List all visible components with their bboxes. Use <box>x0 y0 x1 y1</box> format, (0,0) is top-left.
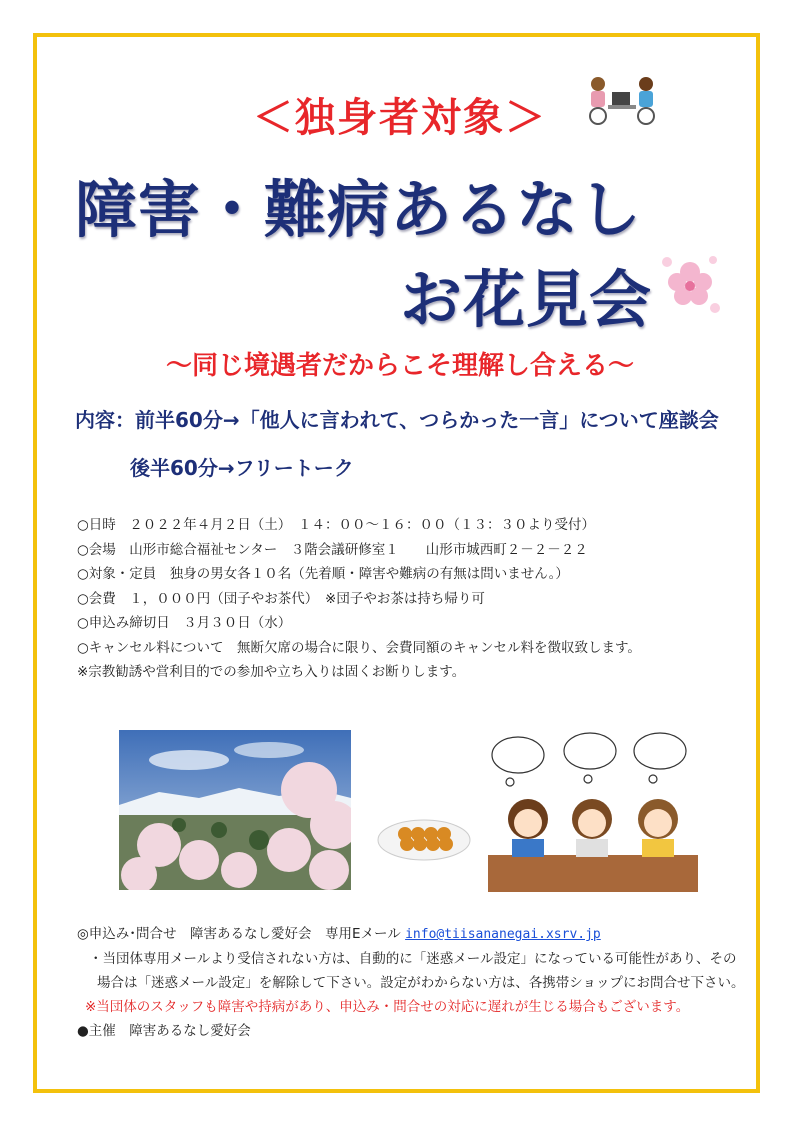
dango-plate-illustration <box>375 808 473 864</box>
sakura-icon <box>655 250 725 320</box>
detail-deadline: ○申込み締切日 ３月３０日（水） <box>77 615 292 631</box>
contact-note-2: 場合は「迷惑メール設定」を解除して下さい。設定がわからない方は、各携帯ショップにお問合せ下さい。 <box>97 975 745 991</box>
detail-fee: ○会費 １，０００円（団子やお茶代） ※団子やお茶は持ち帰り可 <box>77 590 485 607</box>
detail-venue: ○会場 山形市総合福祉センター ３階会議研修室１ 山形市城西町２－２－２２ <box>77 541 588 558</box>
event-details <box>77 513 641 685</box>
tagline: ～同じ境遇者だからこそ理解し合える～ <box>165 351 634 381</box>
cherry-blossom-landscape-photo <box>119 730 351 890</box>
main-title-line1: 障害・難病あるなし <box>75 173 643 246</box>
contact-line <box>77 922 744 947</box>
detail-notice: ※宗教勧誘や営利目的での参加や立ち入りは固くお断りします。 <box>77 664 466 680</box>
contact-email-link[interactable]: info@tiisananegai.xsrv.jp <box>405 927 601 942</box>
main-title-line2: お花見会 <box>400 263 653 336</box>
contact-section <box>77 922 744 1043</box>
content-line1: 内容：前半60分→「他人に言われて、つらかった一言」について座談会 <box>75 408 719 432</box>
detail-cancel-fee: ○キャンセル料について 無断欠席の場合に限り、会費同額のキャンセル料を徴収致します。 <box>77 639 641 656</box>
organizer: ●主催 障害あるなし愛好会 <box>77 1023 251 1039</box>
detail-capacity: ○対象・定員 独身の男女各１０名（先着順・障害や難病の有無は問いません。） <box>77 566 569 582</box>
detail-date: ○日時 ２０２２年４月２日（土） １４：００～１６：００（１３：３０より受付） <box>77 517 596 533</box>
contact-label: ◎申込み･問合せ 障害あるなし愛好会 専用Eメール <box>77 926 406 942</box>
girls-chatting-illustration <box>488 727 698 892</box>
content-line2: 後半60分→フリートーク <box>130 456 354 480</box>
contact-note-1: ・当団体専用メールより受信されない方は、自動的に「迷惑メール設定」になっている可能性があり、その <box>89 951 737 967</box>
contact-warning: ※当団体のスタッフも障害や持病があり、申込み・問合せの対応に遅れが生じる場合もございます。 <box>85 999 690 1015</box>
target-subtitle: ＜独身者対象＞ <box>253 95 547 141</box>
